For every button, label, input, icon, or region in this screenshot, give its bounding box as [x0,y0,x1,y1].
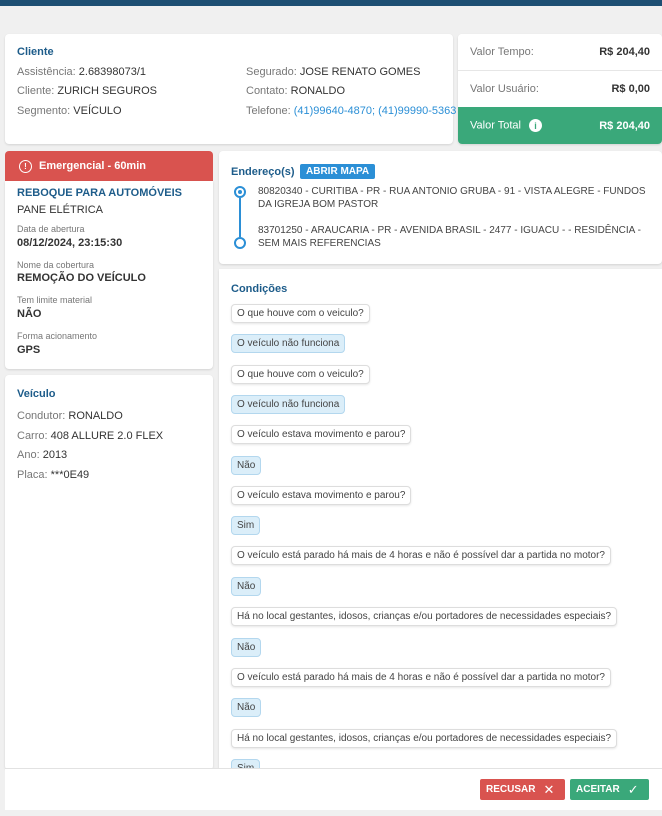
service-type: REBOQUE PARA AUTOMÓVEIS [17,187,183,199]
coverage-value: REMOÇÃO DO VEÍCULO [17,272,146,284]
service-card [5,181,213,369]
conditions-title: Condições [231,283,288,295]
coverage-label: Nome da cobertura [17,260,95,270]
client-value: ZURICH SEGUROS [57,85,157,97]
service-subtype: PANE ELÉTRICA [17,204,103,216]
condition-answer: Não [231,577,261,596]
car-value: 408 ALLURE 2.0 FLEX [50,430,164,442]
condition-answer: O veículo não funciona [231,395,345,414]
condition-question: O que houve com o veiculo? [231,304,370,323]
activation-label: Forma acionamento [17,331,98,341]
opening-date-label: Data de abertura [17,224,85,234]
driver-field: Condutor: RONALDO [17,410,123,422]
total-value: R$ 204,40 [599,119,650,132]
plate-field: Placa: ***0E49 [17,469,90,481]
condition-answer: Não [231,698,261,717]
condition-answer: Não [231,456,261,475]
reject-button[interactable]: RECUSAR ✕ [480,779,565,800]
car-field: Carro: 408 ALLURE 2.0 FLEX [17,430,164,442]
route-line [239,198,241,237]
condition-question: O que houve com o veiculo? [231,365,370,384]
accept-button[interactable]: ACEITAR ✓ [570,779,649,800]
phone-link[interactable]: (41)99640-4870; (41)99990-5363 [293,105,457,117]
phone-field: Telefone: (41)99640-4870; (41)99990-5363 [246,105,457,117]
address-title: Endereço(s) [231,166,295,178]
destination-marker-icon [234,237,246,249]
check-icon: ✓ [627,781,639,797]
insured-field: Segurado: JOSE RENATO GOMES [246,66,421,78]
condition-question: O veículo está parado há mais de 4 horas e não é possível dar a partida no motor? [231,668,611,687]
segment-field: Segmento: VEÍCULO [17,105,122,117]
close-icon: ✕ [543,781,555,797]
condition-question: O veículo estava movimento e parou? [231,486,411,505]
condition-question: O veículo estava movimento e parou? [231,425,411,444]
plate-value: ***0E49 [50,469,90,481]
year-field: Ano: 2013 [17,449,68,461]
condition-answer: Não [231,638,261,657]
condition-answer: Sim [231,516,260,535]
alert-icon: ! [19,160,32,173]
user-value-row: Valor Usuário: R$ 0,00 [458,71,662,108]
driver-value: RONALDO [68,410,123,422]
activation-value: GPS [17,344,41,356]
condition-answer: O veículo não funciona [231,334,345,353]
client-card [5,34,457,144]
assistance-field: Assistência: 2.68398073/1 [17,66,147,78]
contact-field: Contato: RONALDO [246,85,346,97]
address-destination: 83701250 - ARAUCARIA - PR - AVENIDA BRASIL - 2477 - IGUACU - - RESIDÊNCIA - SEM MAIS REFERENCIAS [258,225,641,249]
top-bar [0,0,662,6]
origin-marker-icon [234,186,246,198]
contact-value: RONALDO [290,85,346,97]
open-map-button[interactable]: ABRIR MAPA [300,164,375,179]
segment-value: VEÍCULO [73,105,122,117]
time-value: R$ 204,40 [599,46,650,58]
user-value: R$ 0,00 [611,83,650,95]
condition-question: O veículo está parado há mais de 4 horas e não é possível dar a partida no motor? [231,546,611,565]
insured-value: JOSE RENATO GOMES [299,66,421,78]
emergency-badge: ! Emergencial - 60min [5,151,213,181]
client-title: Cliente [17,46,54,58]
opening-date-value: 08/12/2024, 23:15:30 [17,237,123,249]
info-icon[interactable]: i [529,119,542,132]
vehicle-title: Veículo [17,388,56,400]
client-field: Cliente: ZURICH SEGUROS [17,85,157,97]
condition-question: Há no local gestantes, idosos, crianças e/ou portadores de necessidades especiais? [231,729,617,748]
total-value-row: Valor Total i R$ 204,40 [458,107,662,144]
address-origin: 80820340 - CURITIBA - PR - RUA ANTONIO GRUBA - 91 - VISTA ALEGRE - FUNDOS DA IGREJA BOM PASTOR [258,186,646,210]
time-value-row: Valor Tempo: R$ 204,40 [458,34,662,71]
assistance-value: 2.68398073/1 [78,66,147,78]
values-card [458,34,662,144]
material-limit-label: Tem limite material [17,295,93,305]
material-limit-value: NÃO [17,308,42,320]
condition-question: Há no local gestantes, idosos, crianças e/ou portadores de necessidades especiais? [231,607,617,626]
vehicle-card [5,375,213,770]
year-value: 2013 [42,449,68,461]
